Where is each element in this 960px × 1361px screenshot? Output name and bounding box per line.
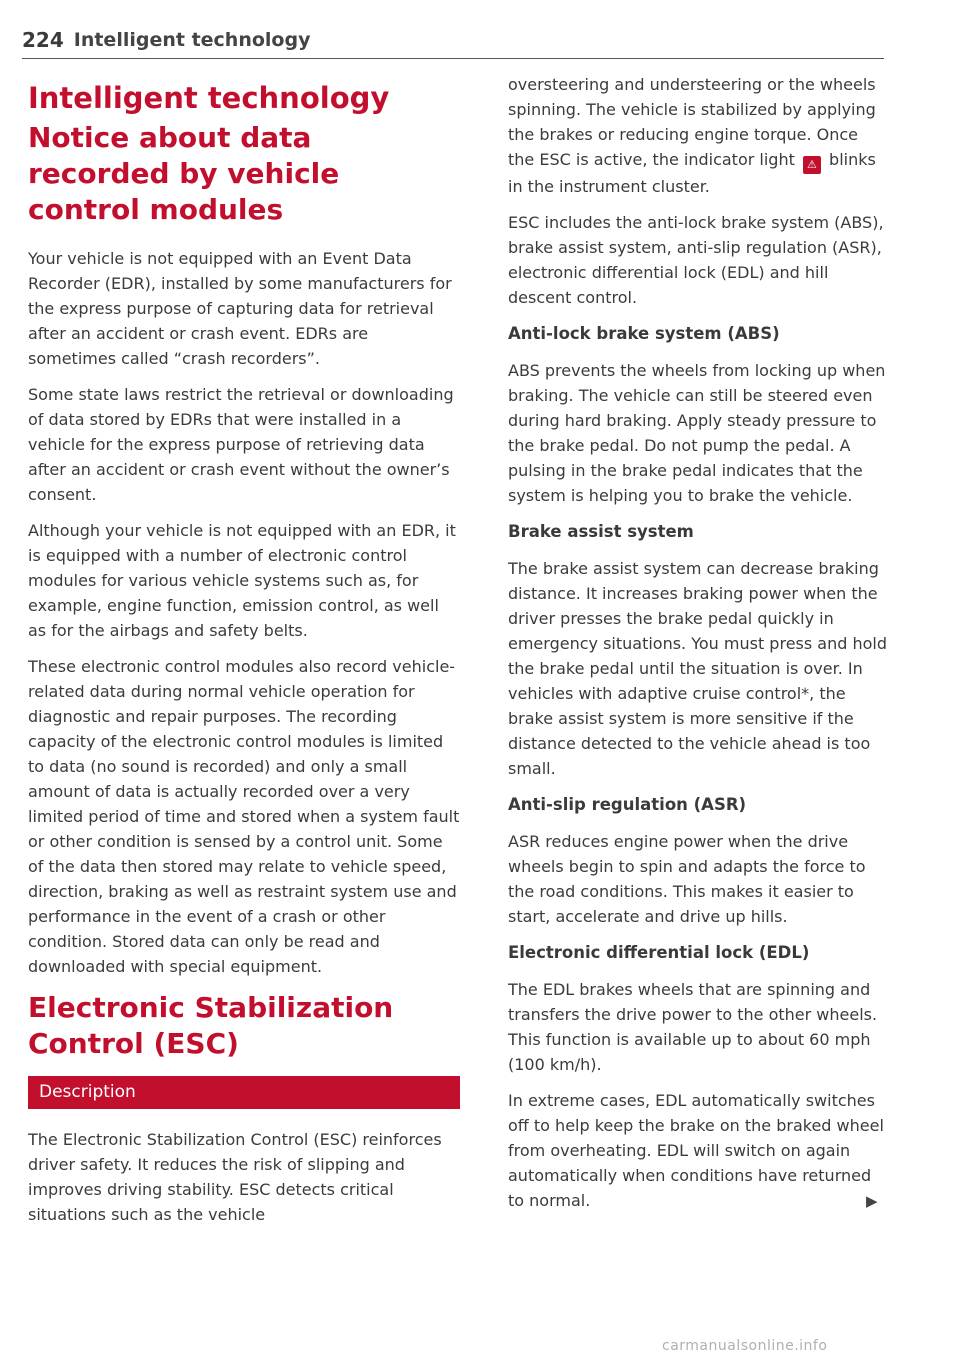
paragraph: In extreme cases, EDL automatically switches off to help keep the brake on the braked wheel from overheating. EDL will switch on again automatically when conditions have returned to normal. bbox=[508, 1091, 884, 1210]
page-number: 224 bbox=[22, 28, 64, 52]
paragraph-esc-indicator bbox=[508, 72, 888, 199]
description-bar: Description bbox=[28, 1076, 460, 1109]
page-header bbox=[22, 22, 884, 59]
paragraph: Although your vehicle is not equipped with an EDR, it is equipped with a number of electronic control modules for various vehicle systems such as, for example, engine function, emission control, as well as for the airbags and safety belts. bbox=[28, 521, 456, 640]
paragraph: These electronic control modules also record vehicle-related data during normal vehicle operation for diagnostic and repair purposes. The recording capacity of the electronic control modules is limited to data (no sound is recorded) and only a small amount of data is actually recorded over a very limited period of time and stored when a system fault or other condition is sensed by a control unit. Some of the data then stored may relate to vehicle speed, direction, braking as well as restraint system use and performance in the event of a crash or other condition. Stored data can only be read and downloaded with special equipment. bbox=[28, 657, 460, 976]
heading-edl: Electronic differential lock (EDL) bbox=[508, 943, 810, 962]
heading-abs: Anti-lock brake system (ABS) bbox=[508, 324, 780, 343]
right-column bbox=[508, 72, 888, 1224]
text-after-icon: blinks in the instrument cluster. bbox=[508, 150, 876, 196]
paragraph: ESC includes the anti-lock brake system (ABS), brake assist system, anti-slip regulation (ASR), electronic differential lock (EDL) and hill descent control. bbox=[508, 213, 884, 307]
paragraph: Your vehicle is not equipped with an Event Data Recorder (EDR), installed by some manufacturers for the express purpose of capturing data for retrieval after an accident or crash event. EDRs are sometimes called “crash recorders”. bbox=[28, 249, 452, 368]
section-title-esc: Electronic Stabilization Control (ESC) bbox=[28, 991, 394, 1060]
left-column bbox=[28, 72, 460, 1238]
heading-asr: Anti-slip regulation (ASR) bbox=[508, 795, 747, 814]
paragraph: ABS prevents the wheels from locking up when braking. The vehicle can still be steered even during hard braking. Apply steady pressure to the brake pedal. Do not pump the pedal. A pulsing in the brake pedal indicates that the system is helping you to brake the vehicle. bbox=[508, 361, 886, 505]
heading-brake-assist: Brake assist system bbox=[508, 522, 694, 541]
watermark: carmanualsonline.info bbox=[662, 1338, 828, 1354]
paragraph: ASR reduces engine power when the drive wheels begin to spin and adapts the force to the road conditions. This makes it easier to start, accelerate and drive up hills. bbox=[508, 832, 866, 926]
paragraph: The brake assist system can decrease braking distance. It increases braking power when the driver presses the brake pedal quickly in emergency situations. You must press and hold the brake pedal until the situation is over. In vehicles with adaptive cruise control*, the brake assist system is more sensitive if the distance detected to the vehicle ahead is too small. bbox=[508, 559, 888, 778]
paragraph: The Electronic Stabilization Control (ESC) reinforces driver safety. It reduces the risk of slipping and improves driving stability. ESC detects critical situations such as the vehicle bbox=[28, 1130, 442, 1224]
chapter-title: Intelligent technology bbox=[28, 81, 390, 115]
running-title: Intelligent technology bbox=[73, 29, 311, 51]
paragraph: Some state laws restrict the retrieval or downloading of data stored by EDRs that were installed in a vehicle for the express purpose of retrieving data after an accident or crash event without the owner’s consent. bbox=[28, 385, 454, 504]
paragraph: The EDL brakes wheels that are spinning and transfers the drive power to the other wheels. This function is available up to about 60 mph (100 km/h). bbox=[508, 980, 878, 1074]
continue-arrow-icon: ▶ bbox=[866, 1192, 878, 1210]
esc-warning-icon: ⚠ bbox=[803, 156, 821, 174]
section-title-data-notice: Notice about data recorded by vehicle control modules bbox=[28, 121, 340, 226]
text-before-icon: oversteering and understeering or the wheels spinning. The vehicle is stabilized by applying the brakes or reducing engine torque. Once the ESC is active, the indicator light bbox=[508, 75, 876, 169]
